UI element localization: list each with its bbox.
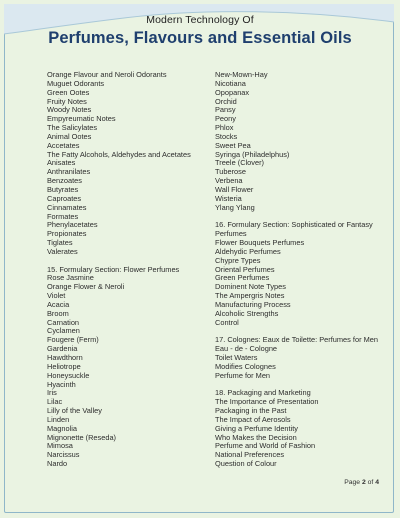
right-column [215, 71, 390, 469]
list-item: Iris [47, 388, 57, 398]
list-item: Carnation [47, 317, 80, 327]
list-item: Linden [47, 414, 70, 424]
list-item: Gardenia [47, 344, 78, 354]
list-item: Nicotiana [215, 78, 246, 88]
list-item: Lilac [47, 397, 63, 407]
section-heading: 15. Formulary Section: Flower Perfumes [47, 264, 180, 274]
list-item: Opopanax [215, 87, 250, 97]
list-item: Wisteria [215, 193, 242, 203]
list-item: Perfumes [215, 229, 247, 239]
book-subtitle: Modern Technology Of [146, 14, 254, 26]
page-total: 4 [375, 479, 379, 486]
list-item: Aldehydic Perfumes [215, 246, 281, 256]
list-item: Who Makes the Decision [215, 432, 297, 442]
list-item: Propionates [47, 229, 87, 239]
section-heading: 17. Colognes: Eaux de Toilette: Perfumes for Men [215, 335, 378, 345]
list-item: Animal Ootes [47, 131, 92, 141]
list-item: Lilly of the Valley [47, 406, 102, 416]
list-item: Phenylacetates [47, 220, 98, 230]
list-item: Pansy [215, 105, 236, 115]
section-heading: 16. Formulary Section: Sophisticated or Fantasy [215, 220, 373, 230]
list-item: Flower Bouquets Perfumes [215, 238, 305, 248]
list-item: Fruity Notes [47, 96, 87, 106]
list-item: The Importance of Presentation [215, 397, 319, 407]
list-item: Packaging in the Past [215, 406, 287, 416]
list-item: Oriental Perfumes [215, 264, 275, 274]
list-item: Sweet Pea [215, 140, 251, 150]
list-item: Giving a Perfume Identity [215, 423, 298, 433]
list-item: Toilet Waters [215, 353, 258, 362]
list-item: Hyacinth [47, 379, 76, 389]
list-item: New-Mown-Hay [215, 70, 268, 79]
list-item: Orange Flower & Neroli [47, 282, 125, 292]
page-of-word: of [367, 479, 374, 486]
list-item: The Fatty Alcohols, Aldehydes and Acetates [47, 149, 191, 159]
list-item: Perfume for Men [215, 370, 271, 380]
list-item: Modifies Colognes [215, 361, 276, 371]
list-item: Verbena [215, 176, 243, 186]
list-item: Stocks [215, 131, 238, 141]
list-item: Control [215, 317, 239, 327]
list-item: Anthranilates [47, 167, 91, 177]
list-item: Empyreumatic Notes [47, 114, 116, 124]
list-item: Valerates [47, 246, 78, 256]
book-title: Perfumes, Flavours and Essential Oils [48, 29, 352, 47]
list-item: Orchid [215, 96, 237, 106]
list-item: Dominent Note Types [215, 282, 286, 292]
list-item: Question of Colour [215, 459, 277, 469]
list-item: Formates [47, 211, 79, 221]
list-item: Cinnamates [47, 202, 87, 212]
list-item: Mignonette (Reseda) [47, 432, 117, 442]
list-item: Heliotrope [47, 361, 81, 371]
list-item: Manufacturing Process [215, 299, 291, 309]
list-item: Violet [47, 291, 66, 301]
list-item: Syringa (Philadelphus) [215, 149, 290, 159]
list-item: Benzoates [47, 176, 82, 186]
list-item: Rose Jasmine [47, 273, 94, 283]
list-item: Honeysuckle [47, 370, 90, 380]
list-item: The Salicylates [47, 123, 98, 133]
list-item: Tiglates [47, 238, 73, 248]
list-item: Alcoholic Strengths [215, 308, 279, 318]
list-item: The Impact of Aerosols [215, 414, 291, 424]
left-column [47, 71, 212, 469]
list-item: Narcissus [47, 450, 80, 460]
list-item: Woody Notes [47, 105, 92, 115]
list-item: Orange Flavour and Neroli Odorants [47, 70, 167, 79]
list-item: Nardo [47, 459, 68, 469]
list-item: Ylang Ylang [215, 202, 255, 212]
list-item: Eau - de - Cologne [215, 344, 278, 354]
list-item: Fougere (Ferm) [47, 335, 99, 345]
page-header [0, 14, 400, 48]
list-item: Muguet Odorants [47, 78, 105, 88]
section-heading: 18. Packaging and Marketing [215, 388, 311, 398]
list-item: Green Perfumes [215, 273, 270, 283]
list-item: Broom [47, 308, 69, 318]
list-item: Tuberose [215, 167, 246, 177]
list-item: National Preferences [215, 450, 285, 460]
list-item: Acacia [47, 299, 70, 309]
list-item: Hawdthorn [47, 353, 83, 362]
list-item: Treele (Clover) [215, 158, 265, 168]
list-item: Caproates [47, 193, 82, 203]
page-number [344, 479, 379, 486]
list-item: The Ampergris Notes [215, 291, 285, 301]
list-item: Chypre Types [215, 255, 261, 265]
list-item: Anisates [47, 158, 76, 168]
list-item: Cyclamen [47, 326, 80, 336]
page-word: Page [344, 479, 361, 486]
list-item: Mimosa [47, 441, 73, 451]
list-item: Green Ootes [47, 87, 90, 97]
list-item: Butyrates [47, 184, 79, 194]
page-current: 2 [361, 479, 366, 486]
list-item: Peony [215, 114, 236, 124]
list-item: Wall Flower [215, 184, 254, 194]
list-item: Perfume and World of Fashion [215, 441, 316, 451]
list-item: Magnolia [47, 423, 77, 433]
list-item: Phlox [215, 123, 234, 133]
list-item: Accetates [47, 140, 80, 150]
